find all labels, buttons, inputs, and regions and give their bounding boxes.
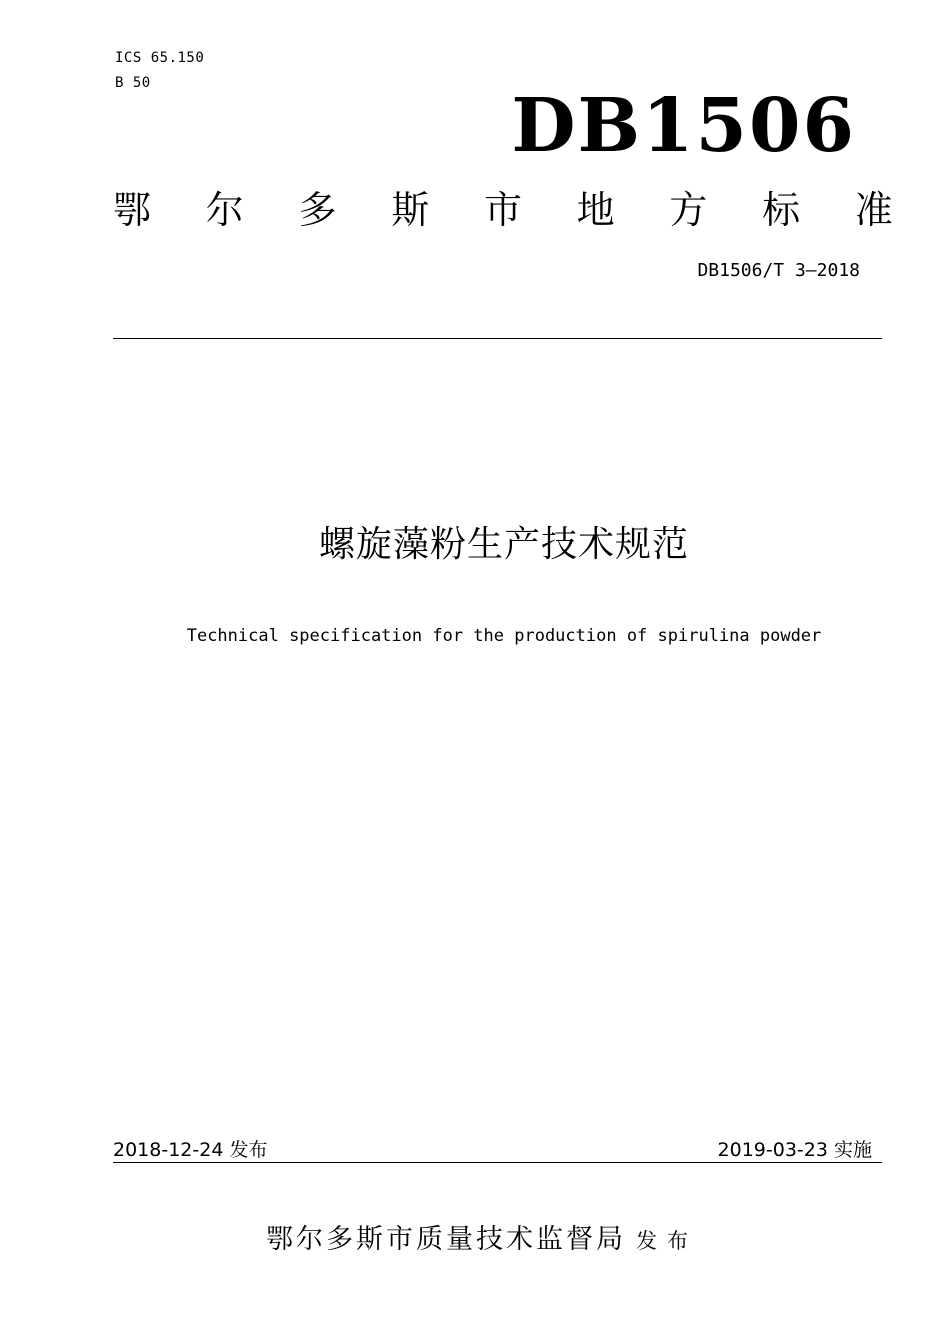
standard-type-char: 标: [762, 188, 801, 232]
bottom-divider: [113, 1162, 882, 1163]
standard-type-char: 市: [483, 188, 522, 232]
standard-type-char: 地: [576, 188, 615, 232]
document-title-cn: 螺旋藻粉生产技术规范: [318, 524, 689, 565]
ccs-code: B 50: [115, 75, 151, 91]
ics-code: ICS 65.150: [115, 50, 205, 66]
standard-prefix: DB1506: [511, 83, 856, 169]
issue-date: 2018-12-24 发布: [113, 1139, 268, 1161]
standard-type-char: 鄂: [113, 188, 152, 232]
publisher-action: 发布: [636, 1229, 698, 1253]
top-divider: [113, 338, 882, 339]
standard-type-heading: [113, 186, 893, 234]
standard-type-char: 多: [298, 188, 337, 232]
standard-type-char: 准: [854, 188, 893, 232]
standard-type-char: 方: [669, 188, 708, 232]
publisher-org: 鄂尔多斯市质量技术监督局: [266, 1224, 626, 1255]
document-title-en: Technical specification for the production of spirulina powder: [186, 626, 822, 646]
standard-type-char: 斯: [391, 188, 430, 232]
publisher: [0, 1222, 950, 1259]
implementation-date: 2019-03-23 实施: [717, 1139, 872, 1161]
standard-type-char: 尔: [205, 188, 244, 232]
standard-number: DB1506/T 3—2018: [697, 260, 860, 281]
